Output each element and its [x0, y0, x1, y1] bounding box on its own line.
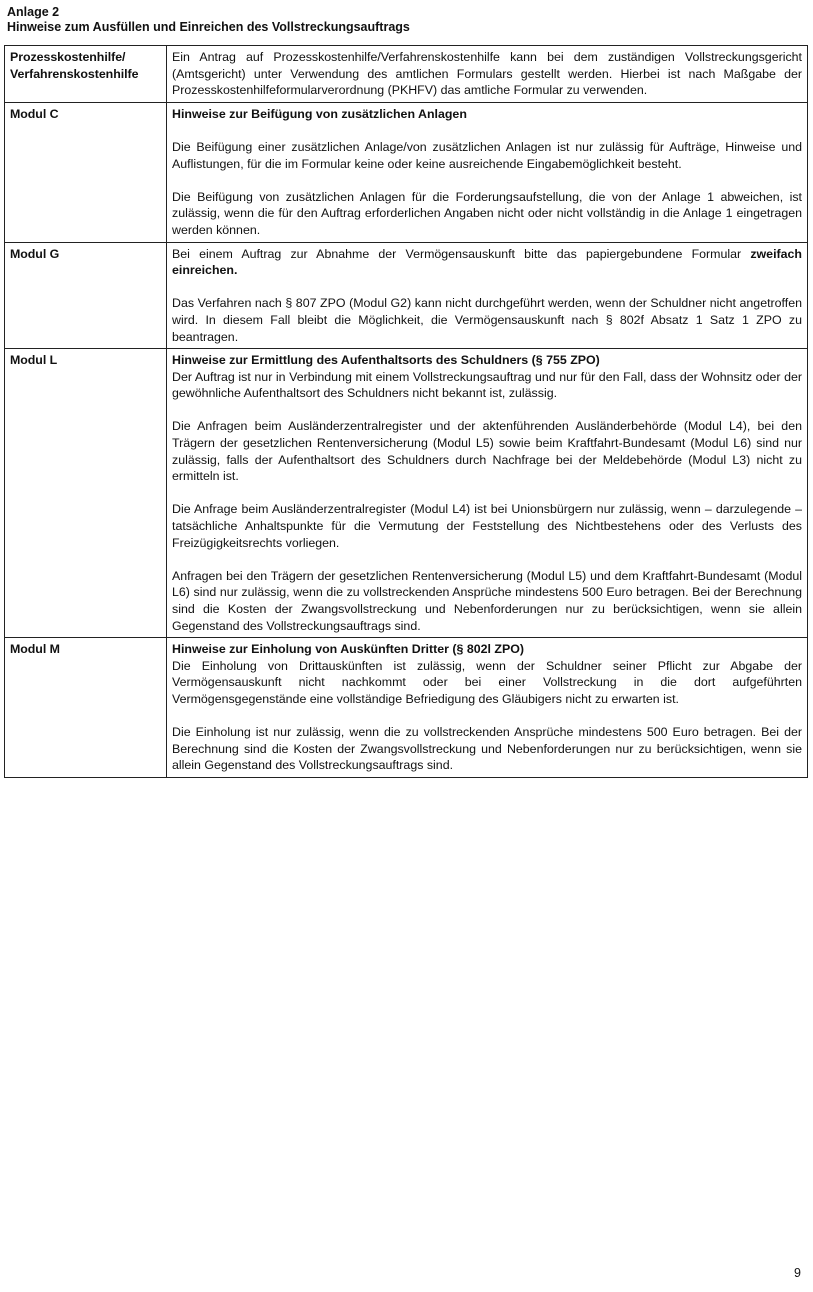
paragraph: Die Beifügung von zusätzlichen Anlagen für die Forderungsaufstellung, die von der Anlage 1 abweichen, ist zulässig, wenn die für den Auftrag erforderlichen Angaben nicht oder nicht vollständig in die Anlage 1 eingetragen werden können.: [172, 189, 802, 237]
table-row: [5, 46, 808, 103]
paragraph: Ein Antrag auf Prozesskostenhilfe/Verfahrenskostenhilfe kann bei dem zuständigen Vollstreckungsgericht (Amtsgericht) unter Verwendung des amtlichen Formulars gestellt werden. Hierbei ist nach Maßgabe der Prozesskostenhilfeformularverordnung (PKHFV) das amtliche Formular zu verwenden.: [172, 50, 802, 98]
paragraph: Die Einholung ist nur zulässig, wenn die zu vollstreckenden Ansprüche mindestens 500 Euro betragen. Bei der Berechnung sind die Kosten der Zwangsvollstreckung und Nebenforderungen nur zu berücksichtigen, wenn sie allein Gegenstand des Vollstreckungsauftrags sind.: [172, 725, 802, 773]
table-row: [5, 349, 808, 638]
table-row: [5, 102, 808, 242]
paragraph: Das Verfahren nach § 807 ZPO (Modul G2) kann nicht durchgeführt werden, wenn der Schuldner nicht angetroffen wird. In diesem Fall bleibt die Möglichkeit, die Vermögensauskunft nach § 802f Absatz 1 Satz 1 ZPO zu beantragen.: [172, 296, 802, 344]
row-label-modul-g: Modul G: [5, 242, 167, 349]
annex-label: Anlage 2: [7, 5, 60, 19]
row-label-modul-l: Modul L: [5, 349, 167, 638]
row-content-modul-m: [167, 638, 808, 778]
paragraph: Der Auftrag ist nur in Verbindung mit einem Vollstreckungsauftrag und nur für den Fall, dass der Wohnsitz oder der gewöhnliche Aufenthaltsort des Schuldners nicht bekannt ist, zulässig.: [172, 369, 802, 401]
row-label-prozesskostenhilfe: [5, 46, 167, 103]
paragraph: [172, 246, 802, 279]
row-label-line: Verfahrenskostenhilfe: [10, 66, 139, 81]
paragraph-text: Bei einem Auftrag zur Abnahme der Vermögensauskunft bitte das papiergebundene Formular: [172, 246, 751, 261]
notes-table: [4, 45, 808, 778]
page-number: 9: [794, 1266, 801, 1280]
section-heading: Hinweise zur Ermittlung des Aufenthaltsorts des Schuldners (§ 755 ZPO): [172, 353, 600, 368]
table-row: [5, 242, 808, 349]
page-header: [7, 5, 807, 35]
row-content-prozesskostenhilfe: [167, 46, 808, 103]
row-label-modul-m: Modul M: [5, 638, 167, 778]
row-content-modul-g: [167, 242, 808, 349]
row-content-modul-l: [167, 349, 808, 638]
row-content-modul-c: [167, 102, 808, 242]
section-heading: Hinweise zur Einholung von Auskünften Dritter (§ 802l ZPO): [172, 642, 525, 657]
paragraph: Die Beifügung einer zusätzlichen Anlage/von zusätzlichen Anlagen ist nur zulässig für Aufträge, Hinweise und Auflistungen, für die im Formular keine oder keine ausreichende Eingabemöglichkeit besteht.: [172, 139, 802, 171]
emphasis-text: zweifach einreichen.: [172, 246, 802, 278]
page-title: Hinweise zum Ausfüllen und Einreichen des Vollstreckungsauftrags: [7, 20, 410, 34]
section-heading: Hinweise zur Beifügung von zusätzlichen Anlagen: [172, 106, 467, 121]
table-row: [5, 638, 808, 778]
paragraph: Die Einholung von Drittauskünften ist zulässig, wenn der Schuldner seiner Pflicht zur Abgabe der Vermögensauskunft nicht nachkommt oder bei einer Vollstreckung in die dort aufgeführten Vermögensgegenstände eine vollständige Befriedigung des Gläubigers nicht zu erwarten ist.: [172, 658, 802, 706]
paragraph: Anfragen bei den Trägern der gesetzlichen Rentenversicherung (Modul L5) und dem Kraftfahrt-Bundesamt (Modul L6) sind nur zulässig, wenn die zu vollstreckenden Ansprüche mindestens 500 Euro betragen. Bei der Berechnung sind die Kosten der Zwangsvollstreckung und Nebenforderungen nur zu berücksichtigen, wenn sie allein Gegenstand des Vollstreckungsauftrags sind.: [172, 568, 802, 633]
paragraph: Die Anfragen beim Ausländerzentralregister und der aktenführenden Ausländerbehörde (Modul L4), bei den Trägern der gesetzlichen Rentenversicherung (Modul L5) sowie beim Kraftfahrt-Bundesamt (Modul L6) sind nur zulässig, falls der Aufenthaltsort des Schuldners durch Nachfrage bei der Meldebehörde (Modul L3) nicht zu ermitteln ist.: [172, 419, 802, 484]
row-label-line: Prozesskostenhilfe/: [10, 50, 126, 64]
paragraph: Die Anfrage beim Ausländerzentralregister (Modul L4) ist bei Unionsbürgern nur zulässig, wenn – darzulegende – tatsächliche Anhaltspunkte für die Vermutung der Feststellung des Nichtbestehens oder des Verlusts des Freizügigkeitsrechts vorliegen.: [172, 502, 802, 550]
row-label-modul-c: Modul C: [5, 102, 167, 242]
